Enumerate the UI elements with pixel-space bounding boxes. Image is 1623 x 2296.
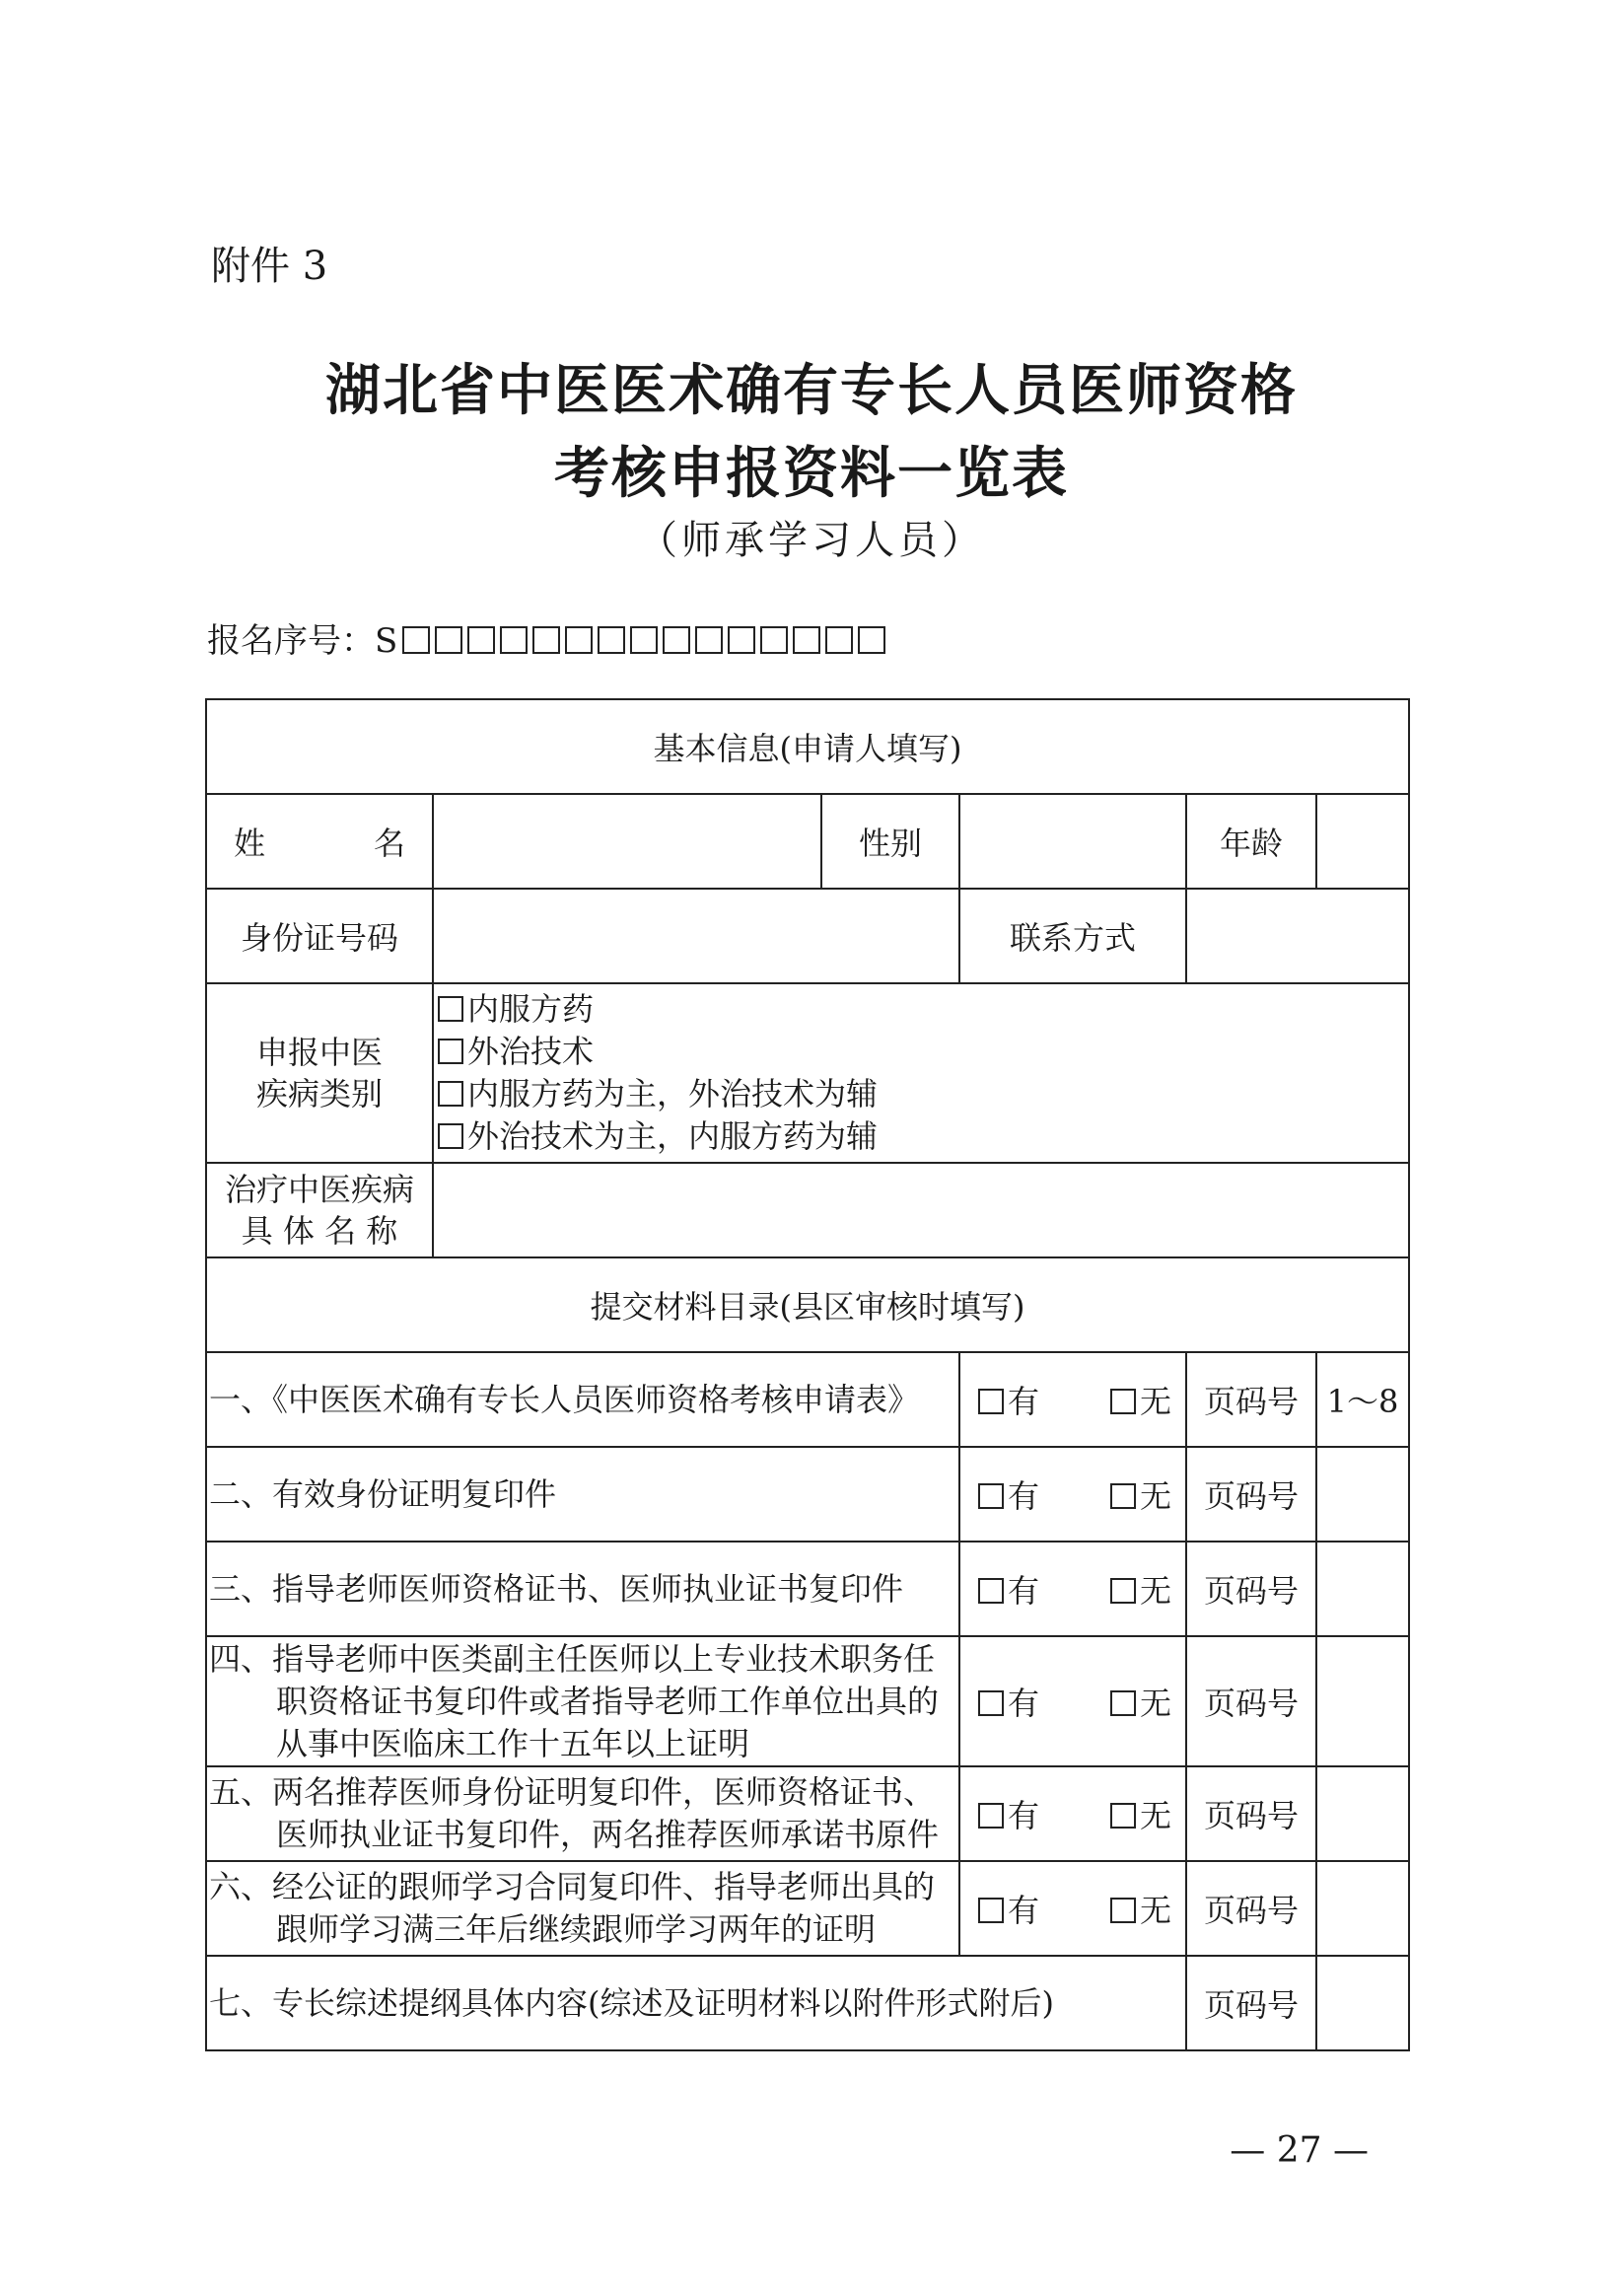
page-number-value[interactable] bbox=[1316, 1447, 1409, 1542]
page-number-label: 页码号 bbox=[1186, 1542, 1316, 1636]
page-number-value[interactable] bbox=[1316, 1861, 1409, 1956]
page-number-label: 页码号 bbox=[1186, 1956, 1316, 2050]
checkbox-icon[interactable] bbox=[1110, 1690, 1136, 1716]
section-basic-info: 基本信息(申请人填写) bbox=[206, 699, 1409, 794]
registration-digit-box[interactable] bbox=[598, 626, 625, 654]
checkbox-icon[interactable] bbox=[978, 1389, 1004, 1414]
page-number-value[interactable] bbox=[1316, 1766, 1409, 1861]
material-have-options: 有 无 bbox=[959, 1636, 1186, 1766]
material-have-options: 有 无 bbox=[959, 1352, 1186, 1447]
checkbox-icon[interactable] bbox=[978, 1803, 1004, 1829]
contact-field[interactable] bbox=[1186, 889, 1409, 983]
name-label: 姓 名 bbox=[206, 794, 433, 889]
attachment-label: 附件 3 bbox=[211, 244, 328, 289]
registration-digit-box[interactable] bbox=[565, 626, 593, 654]
registration-digit-box[interactable] bbox=[532, 626, 560, 654]
checkbox-icon[interactable] bbox=[438, 1039, 463, 1064]
material-row bbox=[206, 1956, 1409, 2050]
page-number-label: 页码号 bbox=[1186, 1861, 1316, 1956]
material-have-options: 有 无 bbox=[959, 1447, 1186, 1542]
page-number-value[interactable] bbox=[1316, 1542, 1409, 1636]
registration-digit-box[interactable] bbox=[467, 626, 495, 654]
checkbox-icon[interactable] bbox=[438, 1081, 463, 1107]
registration-digit-box[interactable] bbox=[728, 626, 755, 654]
checkbox-icon[interactable] bbox=[978, 1483, 1004, 1509]
category-option[interactable]: 内服方药为主，外治技术为辅 bbox=[438, 1073, 1408, 1115]
material-row bbox=[206, 1447, 1409, 1542]
contact-label: 联系方式 bbox=[959, 889, 1186, 983]
title-line-2: 考核申报资料一览表 bbox=[554, 442, 1069, 506]
checkbox-icon[interactable] bbox=[1110, 1803, 1136, 1829]
material-row bbox=[206, 1352, 1409, 1447]
checkbox-icon[interactable] bbox=[978, 1898, 1004, 1923]
name-field[interactable] bbox=[433, 794, 821, 889]
registration-prefix: S bbox=[375, 621, 398, 661]
checkbox-icon[interactable] bbox=[438, 1123, 463, 1149]
registration-digit-box[interactable] bbox=[793, 626, 820, 654]
registration-digit-box[interactable] bbox=[402, 626, 430, 654]
application-form-table bbox=[205, 698, 1410, 2051]
category-option[interactable]: 外治技术 bbox=[438, 1031, 1408, 1073]
page-number-value[interactable]: 1～8 bbox=[1316, 1352, 1409, 1447]
id-number-label: 身份证号码 bbox=[206, 889, 433, 983]
registration-digit-box[interactable] bbox=[435, 626, 462, 654]
disease-category-label: 申报中医 疾病类别 bbox=[206, 983, 433, 1163]
page-number-label: 页码号 bbox=[1186, 1447, 1316, 1542]
checkbox-icon[interactable] bbox=[1110, 1483, 1136, 1509]
disease-category-options bbox=[433, 983, 1409, 1163]
gender-label: 性别 bbox=[821, 794, 959, 889]
title-line-1: 湖北省中医医术确有专长人员医师资格 bbox=[325, 359, 1298, 423]
registration-digit-box[interactable] bbox=[858, 626, 885, 654]
id-number-field[interactable] bbox=[433, 889, 959, 983]
registration-digit-box[interactable] bbox=[695, 626, 723, 654]
page-number-label: 页码号 bbox=[1186, 1352, 1316, 1447]
material-description: 六、经公证的跟师学习合同复印件、指导老师出具的 跟师学习满三年后继续跟师学习两年的证明 bbox=[206, 1861, 959, 1956]
registration-digit-box[interactable] bbox=[760, 626, 788, 654]
material-description: 四、指导老师中医类副主任医师以上专业技术职务任 职资格证书复印件或者指导老师工作单位出具的 从事中医临床工作十五年以上证明 bbox=[206, 1636, 959, 1766]
disease-name-label: 治疗中医疾病 具 体 名 称 bbox=[206, 1163, 433, 1257]
page-number-value[interactable] bbox=[1316, 1636, 1409, 1766]
registration-digit-box[interactable] bbox=[663, 626, 690, 654]
checkbox-icon[interactable] bbox=[1110, 1578, 1136, 1604]
registration-digit-box[interactable] bbox=[630, 626, 658, 654]
material-description: 一、《中医医术确有专长人员医师资格考核申请表》 bbox=[206, 1352, 959, 1447]
registration-number bbox=[207, 613, 885, 662]
material-have-options: 有 无 bbox=[959, 1542, 1186, 1636]
checkbox-icon[interactable] bbox=[1110, 1898, 1136, 1923]
material-description: 七、专长综述提纲具体内容(综述及证明材料以附件形式附后) bbox=[206, 1956, 1186, 2050]
category-option[interactable]: 内服方药 bbox=[438, 988, 1408, 1031]
page-number-value[interactable] bbox=[1316, 1956, 1409, 2050]
registration-digit-box[interactable] bbox=[500, 626, 528, 654]
subtitle: （师承学习人员） bbox=[638, 518, 985, 563]
material-row bbox=[206, 1766, 1409, 1861]
material-description: 五、两名推荐医师身份证明复印件，医师资格证书、 医师执业证书复印件，两名推荐医师承诺书原件 bbox=[206, 1766, 959, 1861]
gender-field[interactable] bbox=[959, 794, 1186, 889]
material-row bbox=[206, 1542, 1409, 1636]
registration-label: 报名序号： bbox=[207, 621, 375, 661]
checkbox-icon[interactable] bbox=[438, 996, 463, 1022]
material-description: 二、有效身份证明复印件 bbox=[206, 1447, 959, 1542]
checkbox-icon[interactable] bbox=[978, 1690, 1004, 1716]
disease-name-field[interactable] bbox=[433, 1163, 1409, 1257]
material-have-options: 有 无 bbox=[959, 1861, 1186, 1956]
material-row bbox=[206, 1636, 1409, 1766]
material-row bbox=[206, 1861, 1409, 1956]
checkbox-icon[interactable] bbox=[1110, 1389, 1136, 1414]
checkbox-icon[interactable] bbox=[978, 1578, 1004, 1604]
page-number-label: 页码号 bbox=[1186, 1636, 1316, 1766]
section-materials: 提交材料目录(县区审核时填写) bbox=[206, 1257, 1409, 1352]
registration-digit-box[interactable] bbox=[825, 626, 853, 654]
age-label: 年龄 bbox=[1186, 794, 1316, 889]
material-description: 三、指导老师医师资格证书、医师执业证书复印件 bbox=[206, 1542, 959, 1636]
registration-boxes[interactable] bbox=[397, 621, 885, 661]
category-option[interactable]: 外治技术为主，内服方药为辅 bbox=[438, 1115, 1408, 1158]
material-have-options: 有 无 bbox=[959, 1766, 1186, 1861]
page-number-label: 页码号 bbox=[1186, 1766, 1316, 1861]
age-field[interactable] bbox=[1316, 794, 1409, 889]
